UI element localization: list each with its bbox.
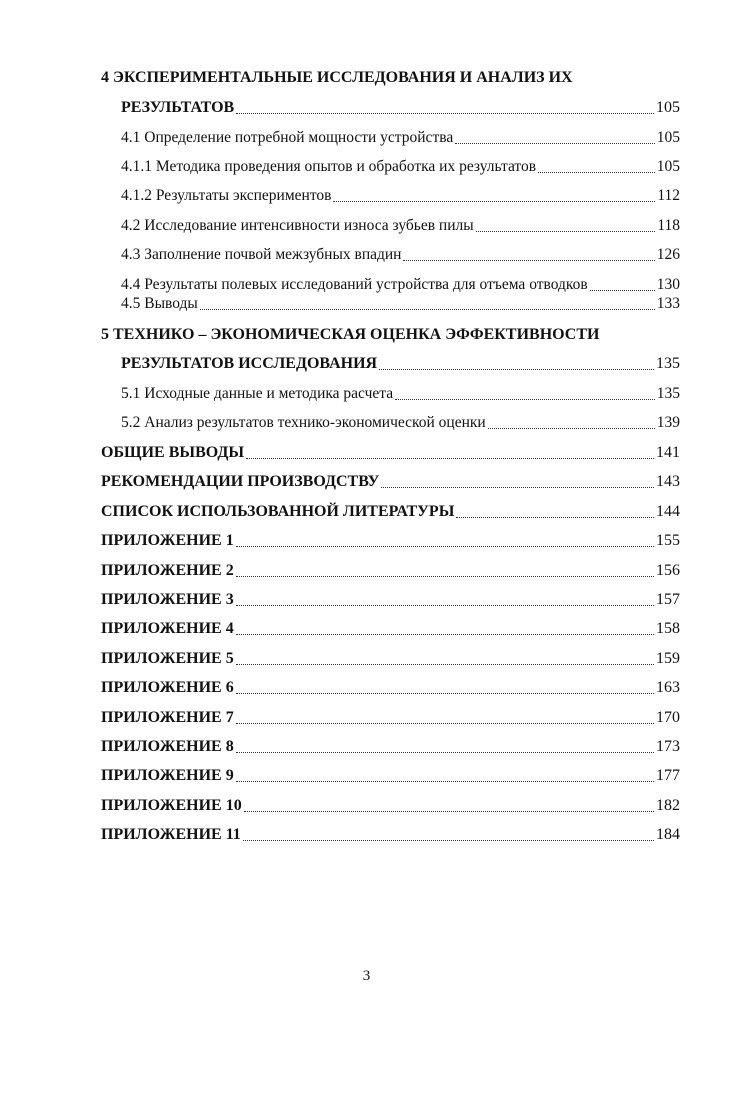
toc-entry-references[interactable]	[101, 503, 680, 521]
toc-entry-page: 173	[656, 738, 680, 755]
toc-entry-title: РЕЗУЛЬТАТОВ ИССЛЕДОВАНИЯ	[121, 355, 378, 372]
dot-leader	[243, 839, 654, 841]
toc-entry-page: 155	[656, 532, 680, 549]
dot-leader	[236, 751, 654, 753]
toc-entry-title: ПРИЛОЖЕНИЕ 10	[101, 797, 242, 814]
dot-leader	[236, 780, 654, 782]
toc-entry-title: 4.4 Результаты полевых исследований устройства для отъема отводков	[121, 276, 588, 293]
toc-entry-appendix-4[interactable]	[101, 620, 680, 638]
toc-entry-title: ПРИЛОЖЕНИЕ 2	[101, 562, 234, 579]
toc-entry-title: 4.3 Заполнение почвой межзубных впадин	[121, 246, 402, 263]
toc-entry-title: ПРИЛОЖЕНИЕ 3	[101, 591, 234, 608]
toc-entry-title: СПИСОК ИСПОЛЬЗОВАННОЙ ЛИТЕРАТУРЫ	[101, 503, 455, 520]
dot-leader	[403, 259, 654, 261]
toc-entry-title: ПРИЛОЖЕНИЕ 4	[101, 620, 234, 637]
dot-leader	[236, 722, 654, 724]
dot-leader	[455, 142, 655, 144]
toc-entry-page: 105	[656, 158, 680, 175]
toc-entry-page: 139	[656, 414, 680, 431]
toc-entry-4-2[interactable]	[121, 217, 680, 235]
toc-entry-page: 159	[656, 650, 680, 667]
toc-entry-5-2[interactable]	[121, 414, 680, 432]
toc-entry-page: 184	[656, 826, 680, 843]
toc-entry-title: ПРИЛОЖЕНИЕ 1	[101, 532, 234, 549]
toc-entry-title: ОБЩИЕ ВЫВОДЫ	[101, 444, 245, 461]
toc-entry-appendix-5[interactable]	[101, 650, 680, 668]
toc-entry-title: 5.1 Исходные данные и методика расчета	[121, 385, 394, 402]
toc-entry-page: 118	[657, 217, 680, 234]
dot-leader	[246, 457, 654, 459]
dot-leader	[395, 398, 655, 400]
toc-entry-4-4[interactable]	[121, 276, 680, 294]
dot-leader	[488, 427, 655, 429]
toc-entry-title: 4.1.2 Результаты экспериментов	[121, 187, 332, 204]
toc-entry-page: 144	[656, 503, 680, 520]
toc-entry-page: 105	[656, 99, 680, 116]
toc-entry-title: ПРИЛОЖЕНИЕ 6	[101, 679, 234, 696]
toc-entry-page: 177	[656, 767, 680, 784]
toc-entry-title: ПРИЛОЖЕНИЕ 8	[101, 738, 234, 755]
toc-entry-page: 135	[656, 355, 680, 372]
dot-leader	[244, 810, 654, 812]
toc-entry-4-5[interactable]	[121, 295, 680, 313]
toc-entry-chapter-5[interactable]	[121, 355, 680, 373]
toc-entry-recommendations[interactable]	[101, 473, 680, 491]
toc-entry-page: 163	[656, 679, 680, 696]
toc-entry-appendix-7[interactable]	[101, 709, 680, 727]
dot-leader	[236, 692, 654, 694]
dot-leader	[236, 604, 654, 606]
toc-entry-title: ПРИЛОЖЕНИЕ 7	[101, 709, 234, 726]
toc-entry-page: 126	[656, 246, 680, 263]
toc-entry-page: 141	[656, 444, 680, 461]
toc-entry-appendix-9[interactable]	[101, 767, 680, 785]
toc-entry-page: 130	[656, 276, 680, 293]
toc-entry-page: 143	[656, 473, 680, 490]
toc-entry-page: 105	[656, 129, 680, 146]
dot-leader	[590, 289, 655, 291]
toc-entry-title: РЕЗУЛЬТАТОВ	[121, 99, 235, 116]
toc-entry-title: ПРИЛОЖЕНИЕ 5	[101, 650, 234, 667]
toc-entry-appendix-8[interactable]	[101, 738, 680, 756]
dot-leader	[379, 368, 654, 370]
dot-leader	[456, 516, 654, 518]
dot-leader	[236, 575, 654, 577]
dot-leader	[236, 663, 654, 665]
toc-entry-appendix-10[interactable]	[101, 797, 680, 815]
toc-entry-title: 4.1 Определение потребной мощности устройства	[121, 129, 454, 146]
toc-entry-title: 5.2 Анализ результатов технико-экономической оценки	[121, 414, 486, 431]
toc-entry-title: 4.2 Исследование интенсивности износа зубьев пилы	[121, 217, 474, 234]
dot-leader	[200, 308, 655, 310]
toc-entry-4-1[interactable]	[121, 129, 680, 147]
toc-entry-page: 112	[657, 187, 680, 204]
toc-entry-4-1-2[interactable]	[121, 187, 680, 205]
toc-entry-4-3[interactable]	[121, 246, 680, 264]
toc-entry-title: РЕКОМЕНДАЦИИ ПРОИЗВОДСТВУ	[101, 473, 380, 490]
toc-entry-appendix-2[interactable]	[101, 562, 680, 580]
toc-entry-page: 157	[656, 591, 680, 608]
toc-entry-general-conclusions[interactable]	[101, 444, 680, 462]
chapter-4-heading-line1: 4 ЭКСПЕРИМЕНТАЛЬНЫЕ ИССЛЕДОВАНИЯ И АНАЛИЗ ИХ	[101, 69, 573, 86]
toc-entry-appendix-6[interactable]	[101, 679, 680, 697]
page-number: 3	[362, 968, 371, 984]
chapter-5-heading-line1: 5 ТЕХНИКО – ЭКОНОМИЧЕСКАЯ ОЦЕНКА ЭФФЕКТИВНОСТИ	[101, 326, 600, 343]
dot-leader	[236, 633, 654, 635]
toc-entry-title: ПРИЛОЖЕНИЕ 9	[101, 767, 234, 784]
toc-entry-appendix-3[interactable]	[101, 591, 680, 609]
toc-entry-title: 4.1.1 Методика проведения опытов и обработка их результатов	[121, 158, 537, 175]
toc-entry-title: 4.5 Выводы	[121, 295, 198, 312]
toc-entry-page: 182	[656, 797, 680, 814]
toc-entry-page: 158	[656, 620, 680, 637]
toc-entry-page: 133	[656, 295, 680, 312]
toc-entry-4-1-1[interactable]	[121, 158, 680, 176]
toc-entry-5-1[interactable]	[121, 385, 680, 403]
toc-entry-page: 135	[656, 385, 680, 402]
dot-leader	[538, 171, 655, 173]
toc-entry-appendix-1[interactable]	[101, 532, 680, 550]
toc-entry-page: 156	[656, 562, 680, 579]
toc-entry-title: ПРИЛОЖЕНИЕ 11	[101, 826, 241, 843]
toc-entry-chapter-4[interactable]	[121, 99, 680, 117]
dot-leader	[236, 112, 654, 114]
dot-leader	[236, 545, 654, 547]
dot-leader	[476, 230, 656, 232]
toc-entry-page: 170	[656, 709, 680, 726]
toc-entry-appendix-11[interactable]	[101, 826, 680, 844]
dot-leader	[333, 200, 655, 202]
dot-leader	[381, 486, 654, 488]
